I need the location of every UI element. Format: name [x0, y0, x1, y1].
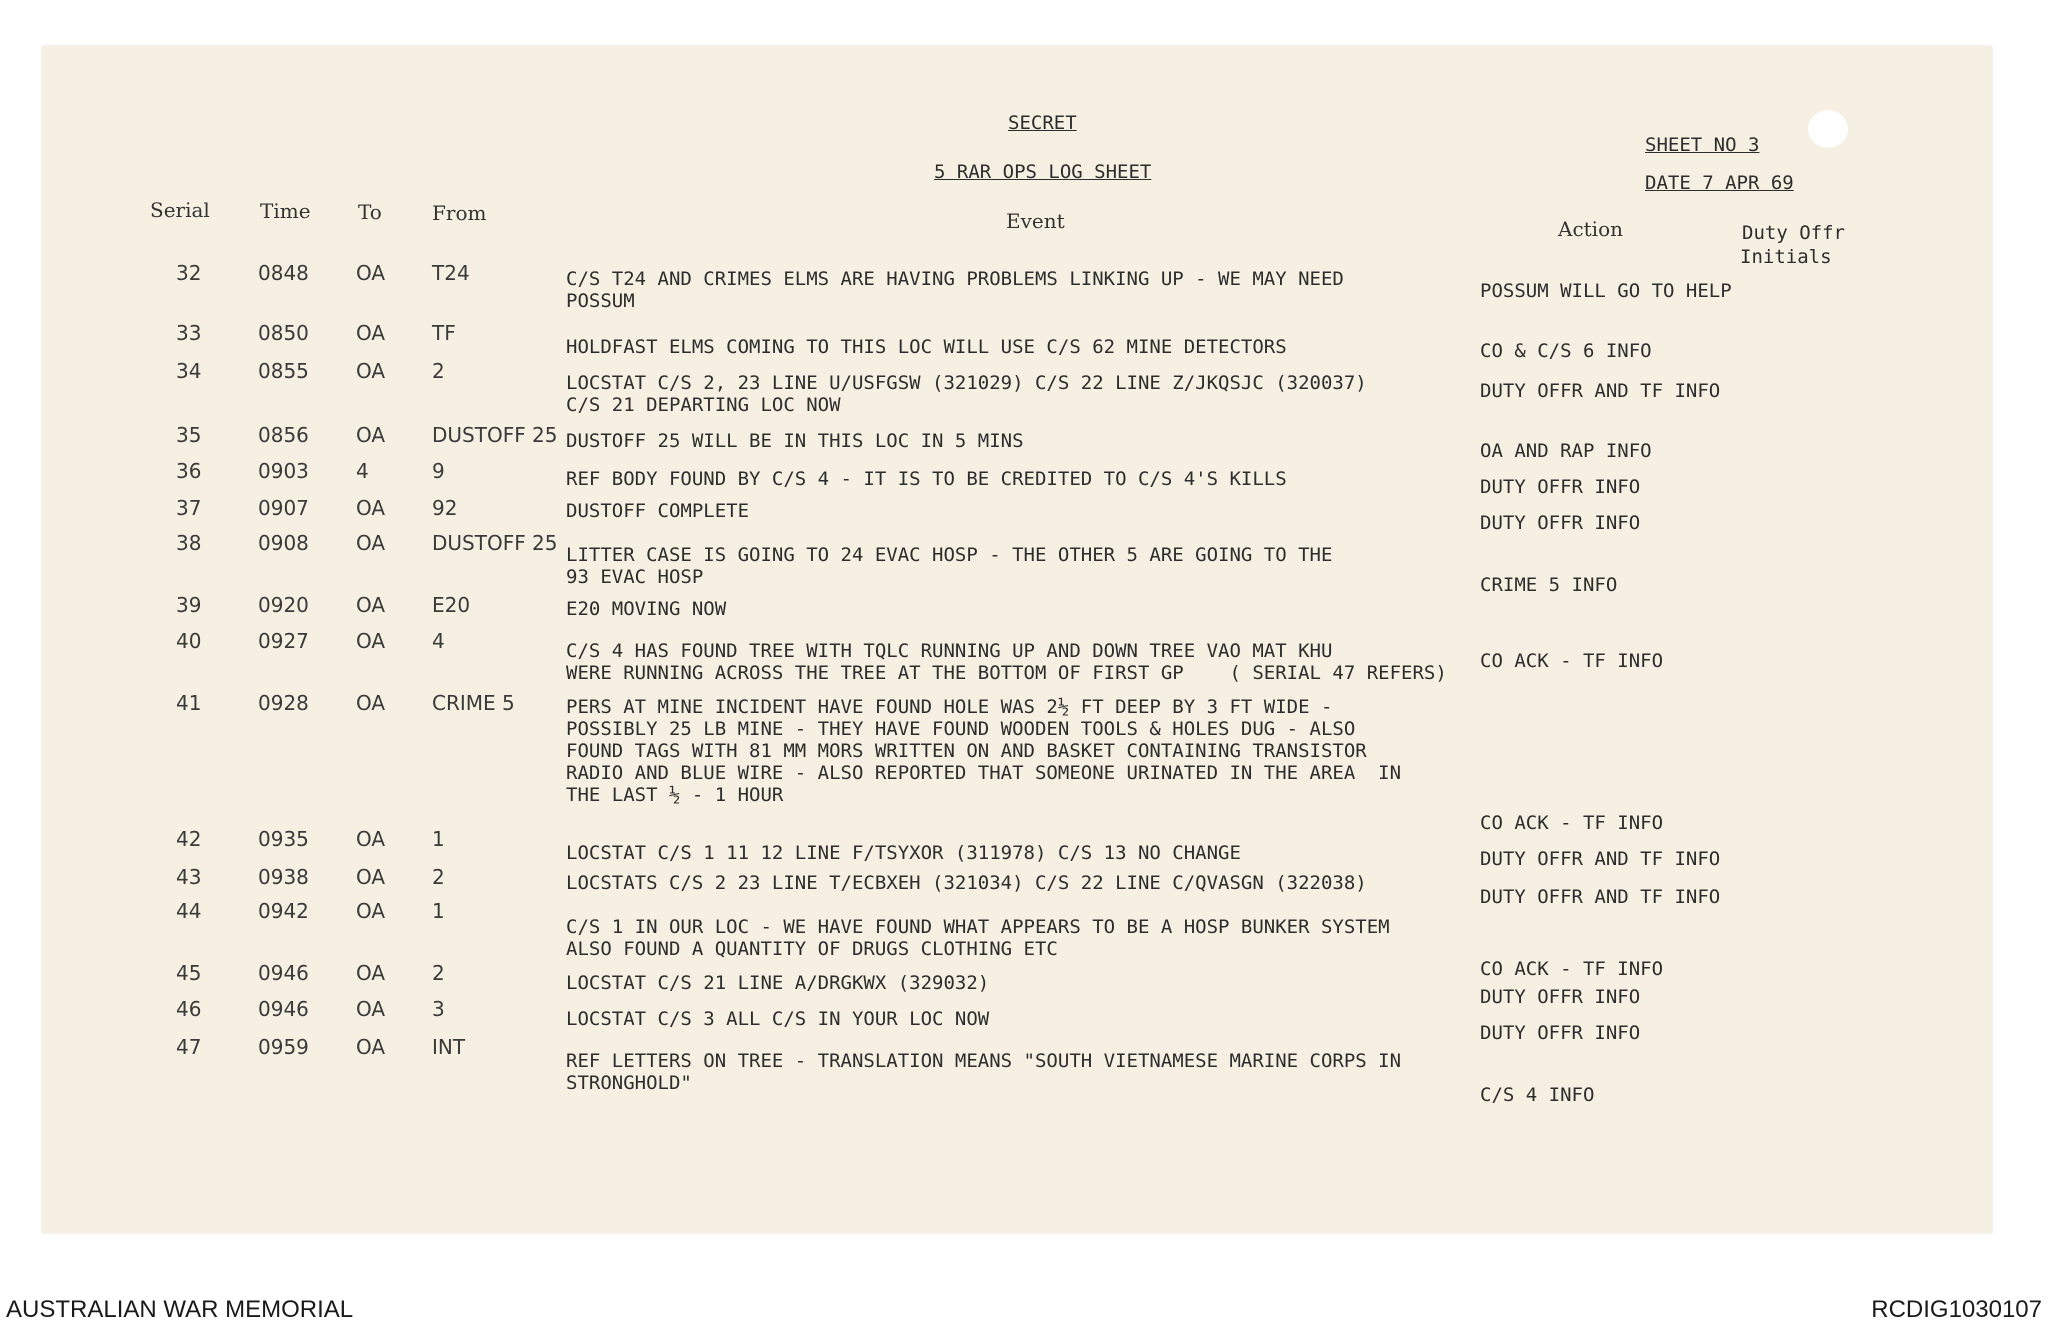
row-action: C/S 4 INFO: [1480, 1084, 1595, 1106]
row-to: OA: [356, 629, 386, 653]
row-event-line: LOCSTATS C/S 2 23 LINE T/ECBXEH (321034) C/S 22 LINE C/QVASGN (322038): [566, 872, 1367, 894]
row-action: CO ACK - TF INFO: [1480, 650, 1664, 672]
row-action: CRIME 5 INFO: [1480, 574, 1618, 596]
row-event-line: E20 MOVING NOW: [566, 598, 727, 620]
row-serial: 36: [176, 459, 202, 483]
row-action: DUTY OFFR INFO: [1480, 986, 1641, 1008]
row-from: 92: [432, 496, 458, 520]
row-time: 0935: [258, 827, 309, 851]
row-serial: 40: [176, 629, 202, 653]
row-serial: 38: [176, 531, 202, 555]
row-event-line: 93 EVAC HOSP: [566, 566, 704, 588]
row-event-line: ALSO FOUND A QUANTITY OF DRUGS CLOTHING ETC: [566, 938, 1058, 960]
row-to: OA: [356, 321, 386, 345]
row-from: DUSTOFF 25: [432, 423, 558, 447]
row-event-line: RADIO AND BLUE WIRE - ALSO REPORTED THAT SOMEONE URINATED IN THE AREA IN: [566, 762, 1402, 784]
row-event-line: STRONGHOLD": [566, 1072, 692, 1094]
row-serial: 37: [176, 496, 202, 520]
row-event-line: C/S 4 HAS FOUND TREE WITH TQLC RUNNING UP AND DOWN TREE VAO MAT KHU: [566, 640, 1333, 662]
row-event-line: PERS AT MINE INCIDENT HAVE FOUND HOLE WAS 2½ FT DEEP BY 3 FT WIDE -: [566, 696, 1333, 718]
row-event-line: LOCSTAT C/S 1 11 12 LINE F/TSYXOR (311978) C/S 13 NO CHANGE: [566, 842, 1241, 864]
row-event-line: DUSTOFF COMPLETE: [566, 500, 750, 522]
footer-source: AUSTRALIAN WAR MEMORIAL: [6, 1296, 354, 1323]
row-time: 0856: [258, 423, 309, 447]
row-action: DUTY OFFR AND TF INFO: [1480, 848, 1721, 870]
row-event-line: LOCSTAT C/S 2, 23 LINE U/USFGSW (321029) C/S 22 LINE Z/JKQSJC (320037): [566, 372, 1367, 394]
row-action: DUTY OFFR INFO: [1480, 476, 1641, 498]
row-time: 0928: [258, 691, 309, 715]
row-to: OA: [356, 1035, 386, 1059]
col-header-action: Action: [1558, 217, 1623, 241]
row-time: 0938: [258, 865, 309, 889]
row-to: 4: [356, 459, 369, 483]
row-serial: 44: [176, 899, 202, 923]
row-event-line: LITTER CASE IS GOING TO 24 EVAC HOSP - THE OTHER 5 ARE GOING TO THE: [566, 544, 1333, 566]
row-from: 1: [432, 827, 445, 851]
row-serial: 41: [176, 691, 202, 715]
row-to: OA: [356, 691, 386, 715]
row-event-line: C/S T24 AND CRIMES ELMS ARE HAVING PROBLEMS LINKING UP - WE MAY NEED: [566, 268, 1344, 290]
row-action: CO ACK - TF INFO: [1480, 958, 1664, 980]
row-event-line: C/S 21 DEPARTING LOC NOW: [566, 394, 841, 416]
row-event-line: LOCSTAT C/S 3 ALL C/S IN YOUR LOC NOW: [566, 1008, 990, 1030]
footer-reference: RCDIG1030107: [1871, 1296, 2042, 1323]
row-time: 0942: [258, 899, 309, 923]
row-serial: 47: [176, 1035, 202, 1059]
row-time: 0855: [258, 359, 309, 383]
row-to: OA: [356, 865, 386, 889]
row-serial: 42: [176, 827, 202, 851]
row-action: CO & C/S 6 INFO: [1480, 340, 1652, 362]
row-time: 0903: [258, 459, 309, 483]
row-time: 0848: [258, 261, 309, 285]
row-event-line: HOLDFAST ELMS COMING TO THIS LOC WILL USE C/S 62 MINE DETECTORS: [566, 336, 1287, 358]
row-to: OA: [356, 961, 386, 985]
row-event-line: THE LAST ½ - 1 HOUR: [566, 784, 784, 806]
row-action: CO ACK - TF INFO: [1480, 812, 1664, 834]
row-action: DUTY OFFR AND TF INFO: [1480, 886, 1721, 908]
row-to: OA: [356, 593, 386, 617]
row-time: 0946: [258, 997, 309, 1021]
col-header-to: To: [358, 200, 382, 224]
row-action: POSSUM WILL GO TO HELP: [1480, 280, 1732, 302]
row-action: DUTY OFFR INFO: [1480, 512, 1641, 534]
row-event-line: POSSUM: [566, 290, 635, 312]
col-header-event: Event: [1006, 209, 1065, 233]
sheet-number: SHEET NO 3: [1645, 134, 1760, 156]
row-action: DUTY OFFR AND TF INFO: [1480, 380, 1721, 402]
row-from: 1: [432, 899, 445, 923]
row-from: CRIME 5: [432, 691, 515, 715]
row-action: OA AND RAP INFO: [1480, 440, 1652, 462]
row-time: 0927: [258, 629, 309, 653]
row-serial: 32: [176, 261, 202, 285]
row-serial: 46: [176, 997, 202, 1021]
row-time: 0946: [258, 961, 309, 985]
row-event-line: REF BODY FOUND BY C/S 4 - IT IS TO BE CREDITED TO C/S 4'S KILLS: [566, 468, 1287, 490]
row-from: INT: [432, 1035, 466, 1059]
row-to: OA: [356, 899, 386, 923]
classification-marking: SECRET: [1008, 112, 1077, 134]
col-header-initials: Initials: [1740, 246, 1832, 268]
row-serial: 39: [176, 593, 202, 617]
row-to: OA: [356, 261, 386, 285]
row-to: OA: [356, 997, 386, 1021]
row-from: 4: [432, 629, 445, 653]
row-from: TF: [432, 321, 456, 345]
row-from: E20: [432, 593, 471, 617]
row-event-line: LOCSTAT C/S 21 LINE A/DRGKWX (329032): [566, 972, 990, 994]
row-serial: 43: [176, 865, 202, 889]
row-to: OA: [356, 827, 386, 851]
row-to: OA: [356, 423, 386, 447]
row-event-line: WERE RUNNING ACROSS THE TREE AT THE BOTTOM OF FIRST GP ( SERIAL 47 REFERS): [566, 662, 1447, 684]
row-action: DUTY OFFR INFO: [1480, 1022, 1641, 1044]
row-event-line: DUSTOFF 25 WILL BE IN THIS LOC IN 5 MINS: [566, 430, 1024, 452]
row-to: OA: [356, 359, 386, 383]
col-header-duty-offr: Duty Offr: [1742, 222, 1845, 244]
col-header-serial: Serial: [150, 198, 210, 222]
row-serial: 45: [176, 961, 202, 985]
row-serial: 35: [176, 423, 202, 447]
row-time: 0959: [258, 1035, 309, 1059]
row-serial: 34: [176, 359, 202, 383]
sheet-date: DATE 7 APR 69: [1645, 172, 1794, 194]
row-event-line: REF LETTERS ON TREE - TRANSLATION MEANS "SOUTH VIETNAMESE MARINE CORPS IN: [566, 1050, 1402, 1072]
row-time: 0920: [258, 593, 309, 617]
document-title: 5 RAR OPS LOG SHEET: [934, 161, 1152, 183]
row-from: DUSTOFF 25: [432, 531, 558, 555]
row-event-line: FOUND TAGS WITH 81 MM MORS WRITTEN ON AND BASKET CONTAINING TRANSISTOR: [566, 740, 1367, 762]
row-from: 2: [432, 865, 445, 889]
row-time: 0908: [258, 531, 309, 555]
row-event-line: POSSIBLY 25 LB MINE - THEY HAVE FOUND WOODEN TOOLS & HOLES DUG - ALSO: [566, 718, 1356, 740]
row-from: 3: [432, 997, 445, 1021]
row-from: 9: [432, 459, 445, 483]
col-header-from: From: [432, 201, 487, 225]
row-to: OA: [356, 496, 386, 520]
row-to: OA: [356, 531, 386, 555]
col-header-time: Time: [260, 199, 311, 223]
row-time: 0907: [258, 496, 309, 520]
row-from: 2: [432, 961, 445, 985]
row-time: 0850: [258, 321, 309, 345]
row-serial: 33: [176, 321, 202, 345]
row-from: 2: [432, 359, 445, 383]
punch-hole: [1808, 110, 1848, 148]
row-event-line: C/S 1 IN OUR LOC - WE HAVE FOUND WHAT APPEARS TO BE A HOSP BUNKER SYSTEM: [566, 916, 1390, 938]
row-from: T24: [432, 261, 470, 285]
